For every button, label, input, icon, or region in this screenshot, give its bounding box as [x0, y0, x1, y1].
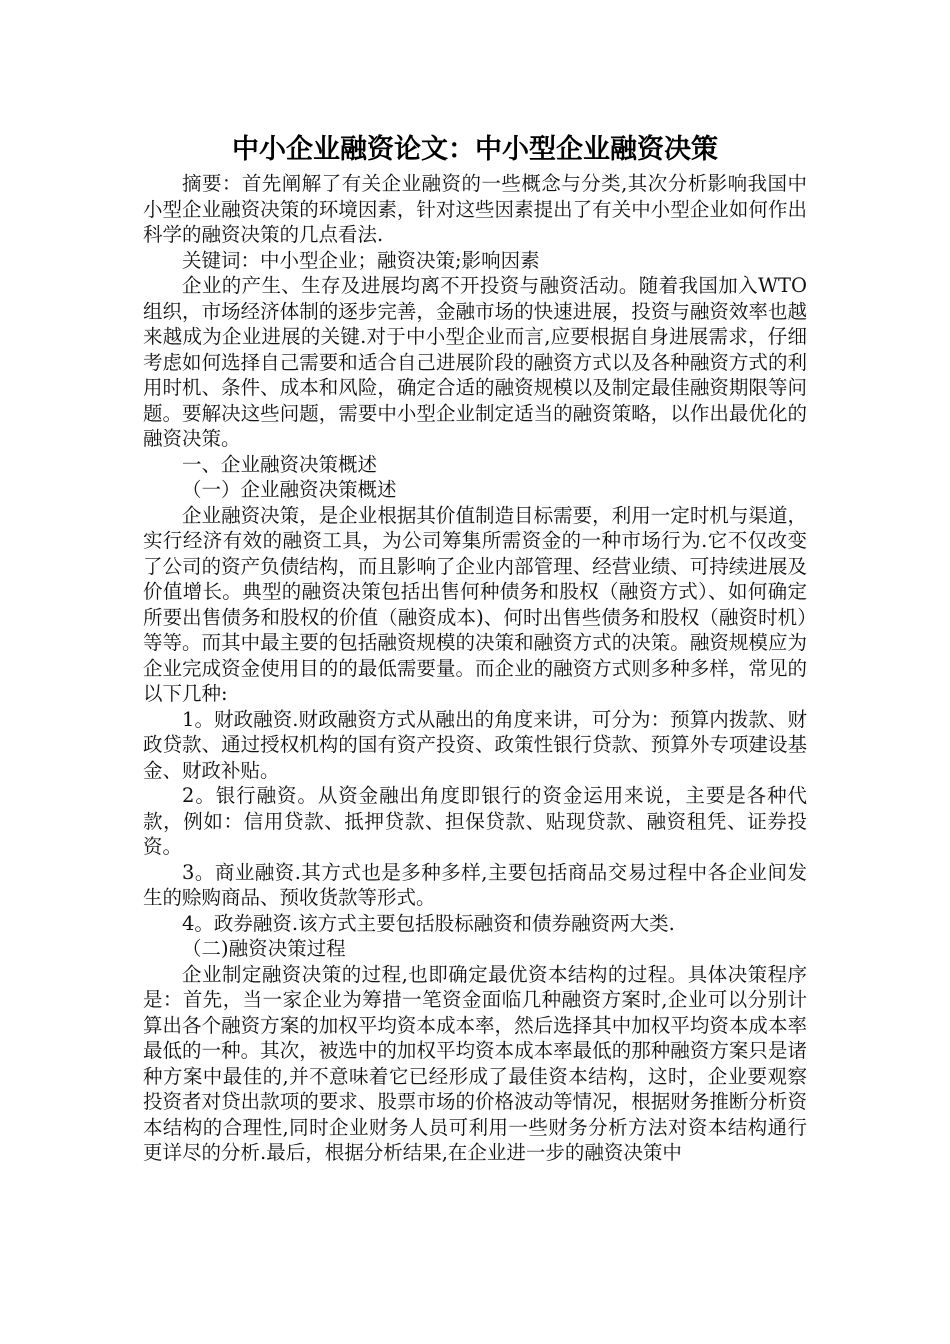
document-body	[143, 171, 807, 1166]
list-item-4: 4。政券融资.该方式主要包括股标融资和债券融资两大类.	[182, 911, 675, 935]
section-heading-1: 一、企业融资决策概述	[182, 452, 378, 476]
intro-paragraph: 企业的产生、生存及进展均离不开投资与融资活动。随着我国加入WTO组织，市场经济体制的逐步完善，金融市场的快速进展，投资与融资效率也越来越成为企业进展的关键.对于中小型企业而言,应要根据自身进展需求，仔细考虑如何选择自己需要和适合自己进展阶段的融资方式以及各种融资方式的利用时机、条件、成本和风险，确定合适的融资规模以及制定最佳融资期限等问题。要解决这些问题，需要中小型企业制定适当的融资策略，以作出最优化的融资决策。	[143, 274, 807, 450]
list-item-1: 1。财政融资.财政融资方式从融出的角度来讲，可分为：预算内拨款、财政贷款、通过授权机构的国有资产投资、政策性银行贷款、预算外专项建设基金、财政补贴。	[143, 707, 807, 782]
list-item-2: 2。银行融资。从资金融出角度即银行的资金运用来说，主要是各种代款，例如：信用贷款、抵押贷款、担保贷款、贴现贷款、融资租凭、证券投资。	[143, 784, 807, 858]
document-title: 中小企业融资论文：中小型企业融资决策	[232, 134, 718, 165]
subsection-heading-2: （二)融资决策过程	[182, 937, 346, 960]
body-paragraph: 企业制定融资决策的过程,也即确定最优资本结构的过程。具体决策程序是：首先，当一家企业为筹措一笔资金面临几种融资方案时,企业可以分别计算出各个融资方案的加权平均资本成本率，然后选择其中加权平均资本成本率最低的一种。其次，被选中的加权平均资本成本率最低的那种融资方案只是诸种方案中最佳的,并不意味着它已经形成了最佳资本结构，这时，企业要观察投资者对贷出款项的要求、股票市场的价格波动等情况，根据财务推断分析资本结构的合理性,同时企业财务人员可利用一些财务分析方法对资本结构通行更详尽的分析.最后，根据分析结果,在企业进一步的融资决策中	[143, 962, 807, 1164]
body-paragraph: 企业融资决策，是企业根据其价值制造目标需要，利用一定时机与渠道，实行经济有效的融资工具，为公司筹集所需资金的一种市场行为.它不仅改变了公司的资产负债结构，而且影响了企业内部管理、经营业绩、可持续进展及价值增长。典型的融资决策包括出售何种债务和股权（融资方式）、如何确定所要出售债务和股权的价值（融资成本)、何时出售些债务和股权（融资时机）等等。而其中最主要的包括融资规模的决策和融资方式的决策。融资规模应为企业完成资金使用目的的最低需要量。而企业的融资方式则多种多样，常见的以下几种:	[143, 503, 807, 705]
subsection-heading-1: （一）企业融资决策概述	[182, 478, 397, 501]
keywords-paragraph: 关键词：中小型企业；融资决策;影响因素	[182, 248, 540, 272]
abstract-paragraph: 摘要：首先阐解了有关企业融资的一些概念与分类,其次分析影响我国中小型企业融资决策的环境因素，针对这些因素提出了有关中小型企业如何作出科学的融资决策的几点看法.	[143, 172, 807, 246]
list-item-3: 3。商业融资.其方式也是多种多样,主要包括商品交易过程中各企业间发生的赊购商品、预收货款等形式。	[143, 860, 807, 909]
